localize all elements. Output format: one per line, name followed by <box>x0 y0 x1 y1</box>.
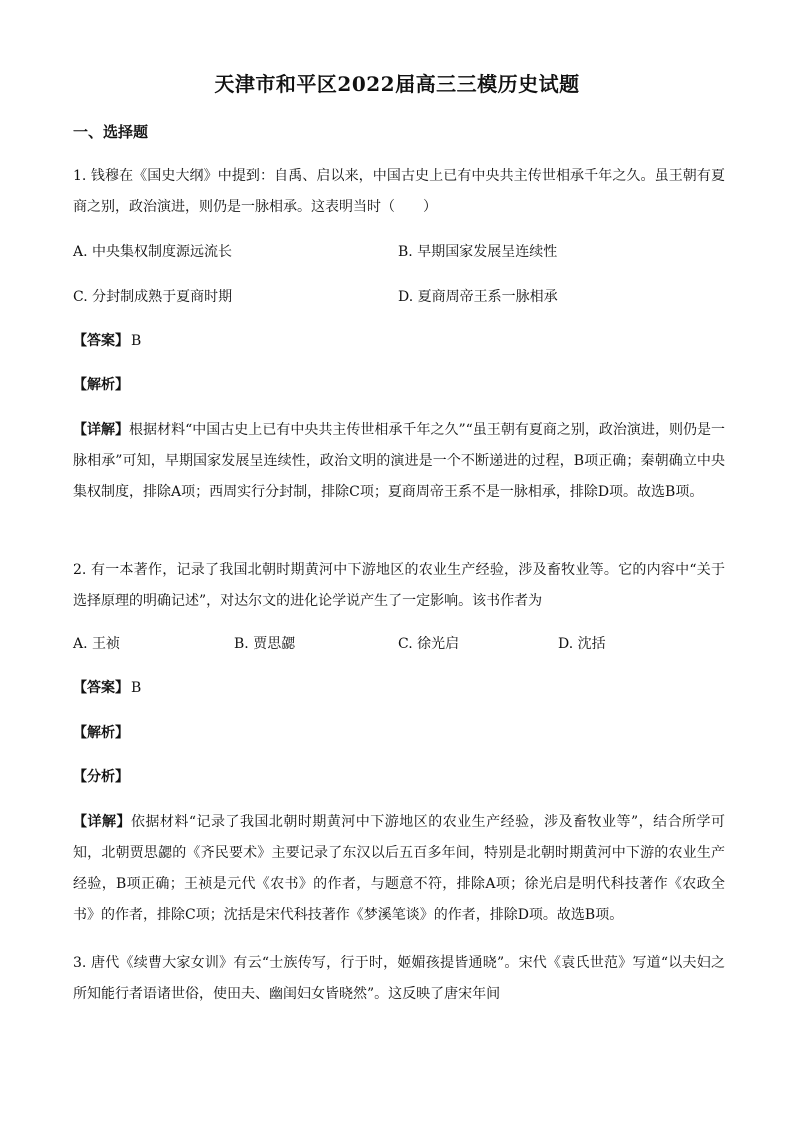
exam-title: 天津市和平区2022届高三三模历史试题 <box>214 72 580 96</box>
detail-text: 根据材料“中国古史上已有中央共主传世相承千年之久”“虽王朝有夏商之别，政治演进，则仍是一脉相承”可知，早期国家发展呈连续性，政治文明的演进是一个不断递进的过程，B项正确；秦朝确立中央集权制度，排除A项；西周实行分封制，排除C项；夏商周帝王系不是一脉相承，排除D项。故选B项。 <box>73 422 725 500</box>
question-2-option-a: A. 王祯 <box>73 636 121 652</box>
answer-label: 【答案】 <box>73 333 129 349</box>
detail-label: 【详解】 <box>73 814 131 830</box>
question-2-option-b: B. 贾思勰 <box>234 636 296 652</box>
question-1-stem: 1. 钱穆在《国史大纲》中提到：自禹、启以来，中国古史上已有中央共主传世相承千年之久。虽王朝有夏商之别，政治演进，则仍是一脉相承。这表明当时（ ） <box>73 168 725 215</box>
question-1-detail <box>73 415 725 508</box>
answer-label: 【答案】 <box>73 680 129 696</box>
question-1-analysis-label: 【解析】 <box>73 377 129 393</box>
answer-value: B <box>131 333 142 349</box>
question-2-detail <box>73 807 725 931</box>
answer-value: B <box>131 680 142 696</box>
question-1-option-a: A. 中央集权制度源远流长 <box>73 244 233 260</box>
section-heading: 一、选择题 <box>73 123 149 141</box>
question-2-option-d: D. 沈括 <box>558 636 606 652</box>
question-1-option-b: B. 早期国家发展呈连续性 <box>398 244 558 260</box>
question-1-option-c: C. 分封制成熟于夏商时期 <box>73 289 233 305</box>
question-1-option-d: D. 夏商周帝王系一脉相承 <box>398 289 558 305</box>
question-3-stem: 3. 唐代《续曹大家女训》有云“士族传写，行于时，姬媚孩提皆通晓”。宋代《袁氏世范》写道“以夫妇之所知能行者语诸世俗，使田夫、幽闺妇女皆晓然”。这反映了唐宋年间 <box>73 955 725 1002</box>
question-2-option-c: C. 徐光启 <box>398 636 460 652</box>
question-2-analysis-label: 【解析】 <box>73 725 129 741</box>
question-1-answer <box>73 331 141 351</box>
question-2-fenxi-label: 【分析】 <box>73 769 129 785</box>
detail-label: 【详解】 <box>73 422 130 438</box>
question-2-stem: 2. 有一本著作，记录了我国北朝时期黄河中下游地区的农业生产经验，涉及畜牧业等。它的内容中“关于选择原理的明确记述”，对达尔文的进化论学说产生了一定影响。该书作者为 <box>73 562 725 609</box>
detail-text: 依据材料“记录了我国北朝时期黄河中下游地区的农业生产经验，涉及畜牧业等”，结合所学可知，北朝贾思勰的《齐民要术》主要记录了东汉以后五百多年间，特别是北朝时期黄河中下游的农业生产经验，B项正确；王祯是元代《农书》的作者，与题意不符，排除A项；徐光启是明代科技著作《农政全书》的作者，排除C项；沈括是宋代科技著作《梦溪笔谈》的作者，排除D项。故选B项。 <box>73 814 726 923</box>
question-2-answer <box>73 678 141 698</box>
